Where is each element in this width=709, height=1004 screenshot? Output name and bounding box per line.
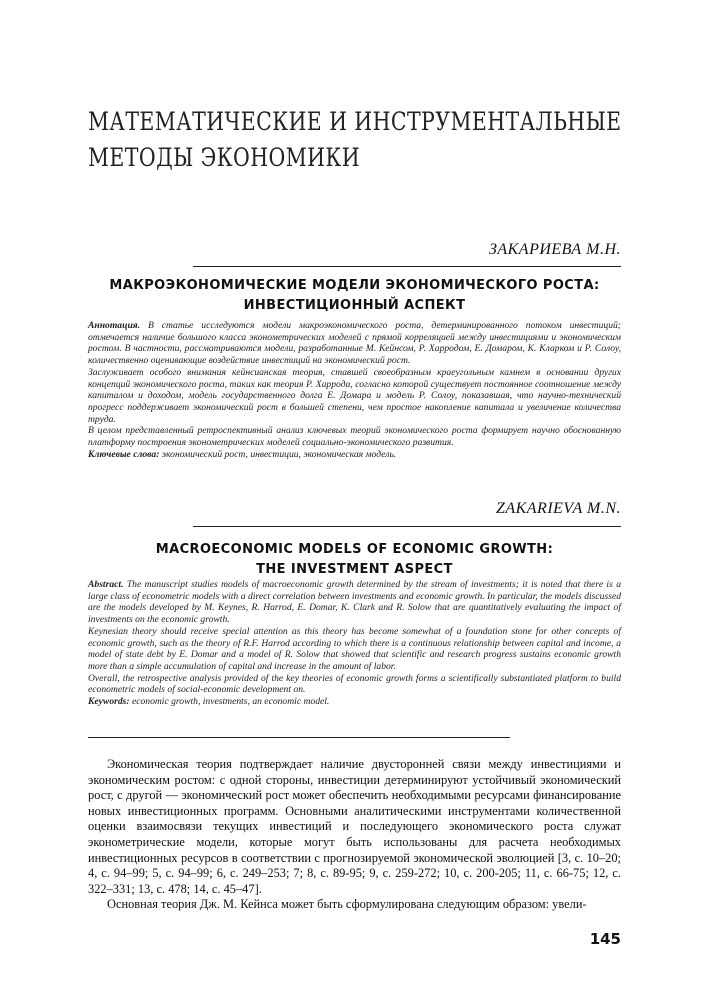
- abstract-ru-text: В статье исследуются модели макроэкономического роста, детерминированного потоком инвестиций; отмечается наличие большого класса эконометрических моделей с прямой корреляцией между инвестициями и экономическим ростом. В частности, рассматриваются модели, разработанные М. Кейнсом, Р. Харродом, Е. Домаром, К. Кларком и Р. Солоу, количественно оценивающие воздействие инвестиций на экономический рост.: [88, 320, 621, 367]
- abstract-en-paragraph: Keynesian theory should receive special attention as this theory has become somewhat of a foundation stone for other concepts of economic growth, such as the theory of R.F. Harrod according to which there is a continuous relationship between capital and income, a model of state debt by E. Domar and a model of R. Solow that showed that scientific and research progress sustains economic growth more than a simple accumulation of capital and increase in the amount of labor.: [88, 625, 621, 672]
- section-heading: [88, 104, 622, 176]
- article-title-en: [88, 540, 621, 580]
- abstract-en: [88, 579, 621, 708]
- body-paragraph: Экономическая теория подтверждает наличие двусторонней связи между инвестициями и экономическим ростом: с одной стороны, инвестиции детерминируют устойчивый экономический рост, с другой — экономический рост может обеспечить необходимыми ресурсами финансирование новых инвестиционных программ. Основными аналитическими инструментами количественной оценки взаимосвязи текущих инвестиций и последующего экономического роста служат эконометрические модели, которые могут быть использованы для расчета необходимых инвестиционных ресурсов в соответствии с прогнозируемой экономической эволюцией [3, с. 10–20; 4, с. 94–99; 5, с. 94–99; 6, с. 249–253; 7; 8, с. 89-95; 9, с. 259-272; 10, с. 200-205; 11, с. 66-75; 12, с. 322–331; 13, с. 478; 14, с. 45–47].: [88, 757, 621, 896]
- article-title-en-line2: THE INVESTMENT ASPECT: [256, 562, 453, 577]
- article-title-ru-line1: МАКРОЭКОНОМИЧЕСКИЕ МОДЕЛИ ЭКОНОМИЧЕСКОГО РОСТА:: [109, 278, 600, 293]
- abstract-en-paragraph: [88, 579, 621, 626]
- abstract-ru-paragraph: [88, 320, 621, 367]
- page-number: 145: [589, 930, 621, 948]
- article-title-ru: [88, 276, 621, 316]
- author-ru: ЗАКАРИЕВА М.Н.: [488, 241, 621, 258]
- abstract-en-label: Abstract.: [88, 579, 124, 590]
- section-heading-line2: МЕТОДЫ ЭКОНОМИКИ: [88, 143, 361, 172]
- keywords-ru-text: экономический рост, инвестиции, экономическая модель.: [159, 448, 397, 460]
- keywords-en-text: economic growth, investments, an economic model.: [129, 696, 330, 708]
- abstract-ru-paragraph: В целом представленный ретроспективный анализ ключевых теорий экономического роста формирует научно обоснованную платформу построения эконометрических моделей социально-экономического развития.: [88, 425, 621, 449]
- abstract-en-paragraph: Overall, the retrospective analysis provided of the key theories of economic growth forms a scientifically substantiated platform to build econometric models of social-economic development on.: [88, 672, 621, 696]
- author-en: ZAKARIEVA M.N.: [495, 500, 621, 517]
- article-title-en-line1: MACROECONOMIC MODELS OF ECONOMIC GROWTH:: [155, 542, 554, 557]
- abstract-ru-label: Аннотация.: [88, 320, 141, 331]
- article-body: [88, 757, 621, 913]
- author-rule-en: [193, 526, 621, 527]
- keywords-ru: [88, 449, 621, 461]
- article-title-ru-line2: ИНВЕСТИЦИОННЫЙ АСПЕКТ: [243, 298, 466, 313]
- abstract-en-text: The manuscript studies models of macroeconomic growth determined by the stream of investments; it is noted that there is a large class of econometric models with a direct correlation between investments and economic growth. In particular, the models discussed are the models developed by M. Keynes, R. Harrod, E. Domar, K. Clark and R. Solow that are quantitatively evaluating the impact of investments on the economic growth.: [88, 579, 621, 626]
- section-heading-line1: МАТЕМАТИЧЕСКИЕ И ИНСТРУМЕНТАЛЬНЫЕ: [88, 107, 622, 136]
- keywords-en: [88, 696, 621, 708]
- section-divider: [88, 737, 510, 738]
- author-rule-ru: [193, 266, 621, 267]
- keywords-ru-label: Ключевые слова:: [88, 448, 160, 460]
- keywords-en-label: Keywords:: [88, 696, 130, 708]
- abstract-ru-paragraph: Заслуживает особого внимания кейнсианская теория, ставшей своеобразным краеугольным камнем в основании других концепций экономического роста, таких как теория Р. Харрода, согласно которой существует постоянное соотношение между капиталом и доходом, модель государственного долга Е. Домара и модель Р. Солоу, показавшая, что научно-технический прогресс поддерживает экономический рост в большей степени, чем простое накопление капитала и увеличение количества труда.: [88, 366, 621, 425]
- body-paragraph: Основная теория Дж. М. Кейнса может быть сформулирована следующим образом: увели-: [107, 897, 587, 912]
- abstract-ru: [88, 320, 621, 460]
